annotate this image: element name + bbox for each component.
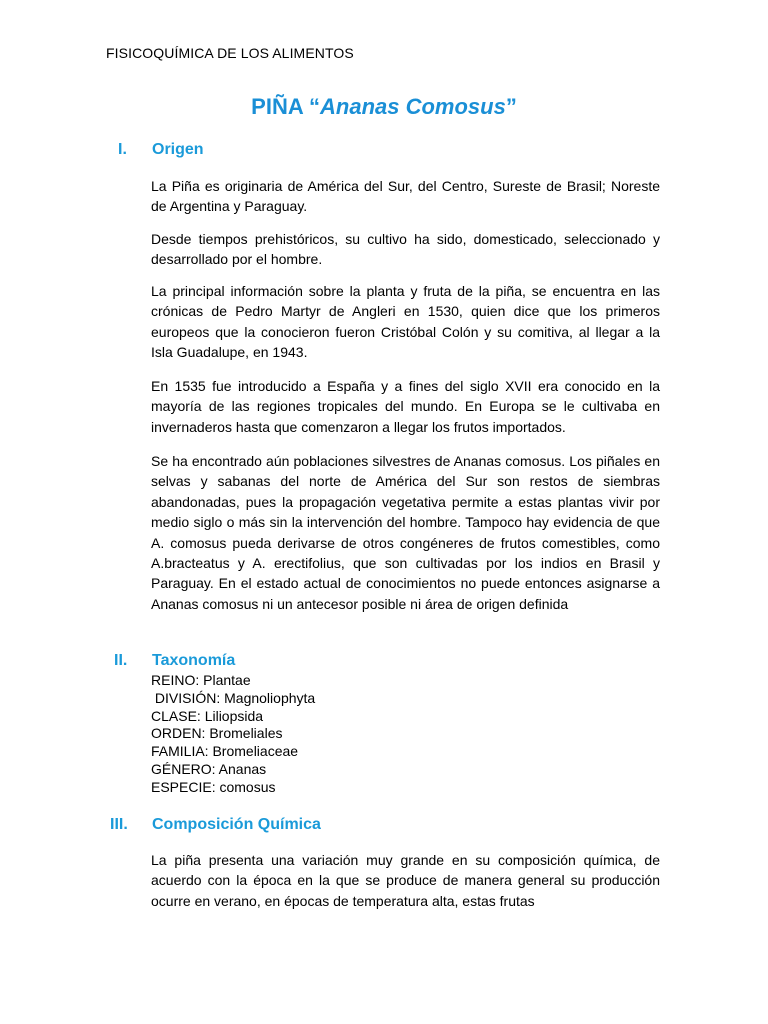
document-title: [0, 94, 768, 120]
taxonomy-item: CLASE: Liliopsida: [151, 707, 264, 724]
title-scientific-name: Ananas Comosus: [320, 94, 506, 119]
paragraph: Se ha encontrado aún poblaciones silvestres de Ananas comosus. Los piñales en selvas y sabanas del norte de América del Sur son restos de siembras abandonadas, pues la propagación vegetativa permite a estas plantas vivir por medio siglo o más sin la intervención del hombre. Tampoco hay evidencia de que A. comosus pueda derivarse de otros congéneres de frutos comestibles, como A.bracteatus y A. erectifolius, que son cultivadas por los indios en Brasil y Paraguay. En el estado actual de conocimientos no puede entonces asignarse a Ananas comosus ni un antecesor posible ni área de origen definida: [151, 453, 660, 612]
section-title: Composición Química: [152, 816, 321, 833]
section-title: Taxonomía: [152, 652, 236, 669]
title-close-quote: ”: [505, 94, 517, 119]
paragraph: La principal información sobre la planta y fruta de la piña, se encuentra en las crónicas de Pedro Martyr de Angleri en 1530, quien dice que los primeros europeos que la conocieron fueron Cristóbal Colón y su comitiva, al llegar a la Isla Guadalupe, en 1943.: [151, 283, 660, 361]
section-title: Origen: [152, 141, 204, 158]
section-number: I.: [118, 141, 127, 158]
paragraph: Desde tiempos prehistóricos, su cultivo ha sido, domesticado, seleccionado y desarrollado por el hombre.: [151, 231, 660, 268]
paragraph: La piña presenta una variación muy grande en su composición química, de acuerdo con la época en la que se produce de manera general su producción ocurre en verano, en épocas de temperatura alta, estas frutas: [151, 852, 660, 909]
paragraph: En 1535 fue introducido a España y a fines del siglo XVII era conocido en la mayoría de las regiones tropicales del mundo. En Europa se le cultivaba en invernaderos hasta que comenzaron a llegar los frutos importados.: [151, 378, 660, 435]
taxonomy-item: DIVISIÓN: Magnoliophyta: [151, 689, 316, 706]
title-open-quote: “: [309, 94, 321, 119]
section-number: II.: [114, 652, 128, 669]
taxonomy-item: GÉNERO: Ananas: [151, 760, 267, 777]
taxonomy-list: [151, 672, 315, 797]
taxonomy-item: FAMILIA: Bromeliaceae: [151, 743, 299, 760]
title-main: PIÑA: [251, 94, 310, 119]
taxonomy-item: REINO: Plantae: [151, 672, 251, 688]
taxonomy-item: ORDEN: Bromeliales: [151, 725, 283, 742]
paragraph: La Piña es originaria de América del Sur, del Centro, Sureste de Brasil; Noreste de Argentina y Paraguay.: [151, 178, 660, 215]
section-number: III.: [110, 816, 128, 833]
running-header: FISICOQUÍMICA DE LOS ALIMENTOS: [106, 45, 354, 61]
taxonomy-item: ESPECIE: comosus: [151, 778, 276, 795]
